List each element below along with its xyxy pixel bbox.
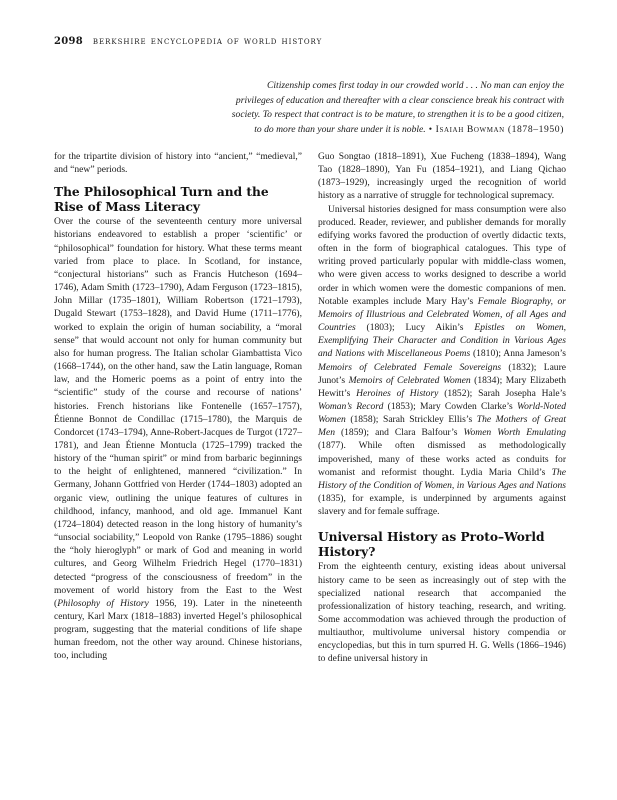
book-title: Women Worth Emulating xyxy=(463,427,566,439)
text-run: (1858); Sarah Strickley Ellis’s xyxy=(345,414,477,426)
epigraph-text: to do more than your share under it is noble. xyxy=(254,123,426,135)
epigraph-line-last xyxy=(150,123,564,138)
paragraph: Guo Songtao (1818–1891), Xue Fucheng (1838–1894), Wang Tao (1828–1890), Yan Fu (1854–1921), and Liang Qichao (1873–1929), increasingly urged the recognition of world history as a narrative of struggle for technological supremacy. xyxy=(318,151,566,202)
epigraph-attribution: • Isaiah Bowman (1878–1950) xyxy=(428,123,564,135)
running-header xyxy=(54,36,322,47)
text-run: (1853); Mary Cowden Clarke’s xyxy=(383,400,518,412)
epigraph-line: society. To respect that contract is to be mature, to strengthen it is to be a good citizen, xyxy=(231,109,564,120)
text-run: (1835), for example, is underpinned by arguments against slavery and for female suffrage. xyxy=(318,493,566,518)
epigraph-line: privileges of education and thereafter with a clear conscience break his contract with xyxy=(235,94,564,106)
section-heading: The Philosophical Turn and the Rise of Mass Literacy xyxy=(54,185,269,214)
text-run: (1803); Lucy Aikin’s xyxy=(355,322,475,334)
text-run: 1956, 19). Later in the nineteenth century, Karl Marx (1818–1883) inverted Hegel’s philosophical program, suggesting that the material conditions of life shape human freedom, not the other way around. Chinese historians, too, including xyxy=(54,597,303,662)
book-title: Memoirs of Celebrated Female Sovereigns xyxy=(318,361,502,373)
paragraph xyxy=(54,215,302,662)
left-column xyxy=(54,150,302,663)
publication-title: berkshire encyclopedia of world history xyxy=(92,36,323,47)
text-run: Universal histories designed for mass consumption were also produced. Reader, reviewer, and publisher demands for morally edifying works favored the production of overtly didactic texts, often in the form of biographical catalogues. This type of writing proved particularly popular with middle-class women, who were given access to works designed to describe a world order in which women were the domestic companions of men. Notable examples include Mary Hay’s xyxy=(318,203,566,307)
text-run: (1832); Laure Junot’s xyxy=(318,361,567,386)
text-run: (1834); Mary Elizabeth Hewitt’s xyxy=(318,374,567,399)
paragraph: From the eighteenth century, existing ideas about universal history came to be seen as increasingly out of step with the specialized national research that accompanied the professionalization of history teaching, research, and writing. Some accommodation was achieved through the production of multiauthor, multivolume universal history compendia or encyclopedias, but this in turn spurred H. G. Wells (1866–1946) to define universal history in xyxy=(318,561,566,665)
right-column xyxy=(318,150,566,666)
section-heading: Universal History as Proto–World History? xyxy=(318,530,545,559)
text-run: (1852); Sarah Josepha Hale’s xyxy=(438,387,566,399)
book-title: Epistles on Women, Exemplifying Their Character and Condition in Various Ages and Nations with Miscellaneous Poems xyxy=(318,322,566,360)
paragraph: for the tripartite division of history into “ancient,” “medieval,” and “new” periods. xyxy=(54,151,302,176)
book-title: Philosophy of History xyxy=(57,597,149,609)
text-run: (1877). While often dismissed as methodologically impoverished, many of these works acted as conduits for womanist and reformist thought. Lydia Maria Child’s xyxy=(318,440,566,478)
paragraph xyxy=(318,203,566,519)
book-title: The History of the Condition of Women, in Various Ages and Nations xyxy=(318,466,566,491)
text-run: (1810); Anna Jameson’s xyxy=(470,348,566,360)
text-run: Over the course of the seventeenth century more universal historians endeavored to establish a proper ‘scientific’ or “philosophical” foundation for history. What these terms meant varied from place to place. In Scotland, for instance, “conjectural historians” such as Francis Hutcheson (1694–1746), Adam Smith (1723–1790), Adam Ferguson (1723–1815), John Millar (1735–1801), William Robertson (1721–1793), Dugald Stewart (1753–1828), and David Hume (1711–1776), worked to explain the origin of human sociability, a “moral sense” that would account not only for human community but also for human progress. The Italian scholar Giambattista Vico (1668–1744), on the other hand, saw the Latin language, Roman law, and the Homeric poems as a point of entry into the “scientific” study of the course and recourse of nations’ histories. French historians like Fontenelle (1657–1757), Étienne Bonnot de Condillac (1715–1780), the Marquis de Condorcet (1743–1794), Anne-Robert-Jacques de Turgot (1727–1781), and Jean Étienne Montucla (1725–1799) tracked the history of the “human spirit” or mind from barbaric beginnings to the height of enlightened, mannered “civilization.” In Germany, Johann Gottfried von Herder (1744–1803) adopted an organic view, outlining the unique features of cultures in childhood, infancy, manhood, and old age. Immanuel Kant (1724–1804) detected reason in the long history of humanity’s “unsocial sociability,” Leopold von Ranke (1795–1886) sought the “holy hieroglyph” or mark of God and meaning in world cultures, and Georg Wilhelm Friedrich Hegel (1770–1831) detected “progress of the consciousness of freedom” in the movement of world history from the East to the West ( xyxy=(54,216,302,609)
book-title: World-Noted Women xyxy=(318,400,566,426)
book-title: Woman’s Record xyxy=(318,400,384,412)
book-title: Female Biography, or Memoirs of Illustrious and Celebrated Women, of all Ages and Countries xyxy=(318,295,566,334)
text-run: (1859); and Clara Balfour’s xyxy=(334,427,464,439)
book-title: Heroines of History xyxy=(356,387,439,399)
epigraph-line: Citizenship comes first today in our crowded world . . . No man can enjoy the xyxy=(266,80,564,91)
page-number: 2098 xyxy=(54,36,84,47)
book-title: The Mothers of Great Men xyxy=(318,414,566,439)
epigraph-quote xyxy=(150,79,564,137)
book-title: Memoirs of Celebrated Women xyxy=(348,374,471,386)
